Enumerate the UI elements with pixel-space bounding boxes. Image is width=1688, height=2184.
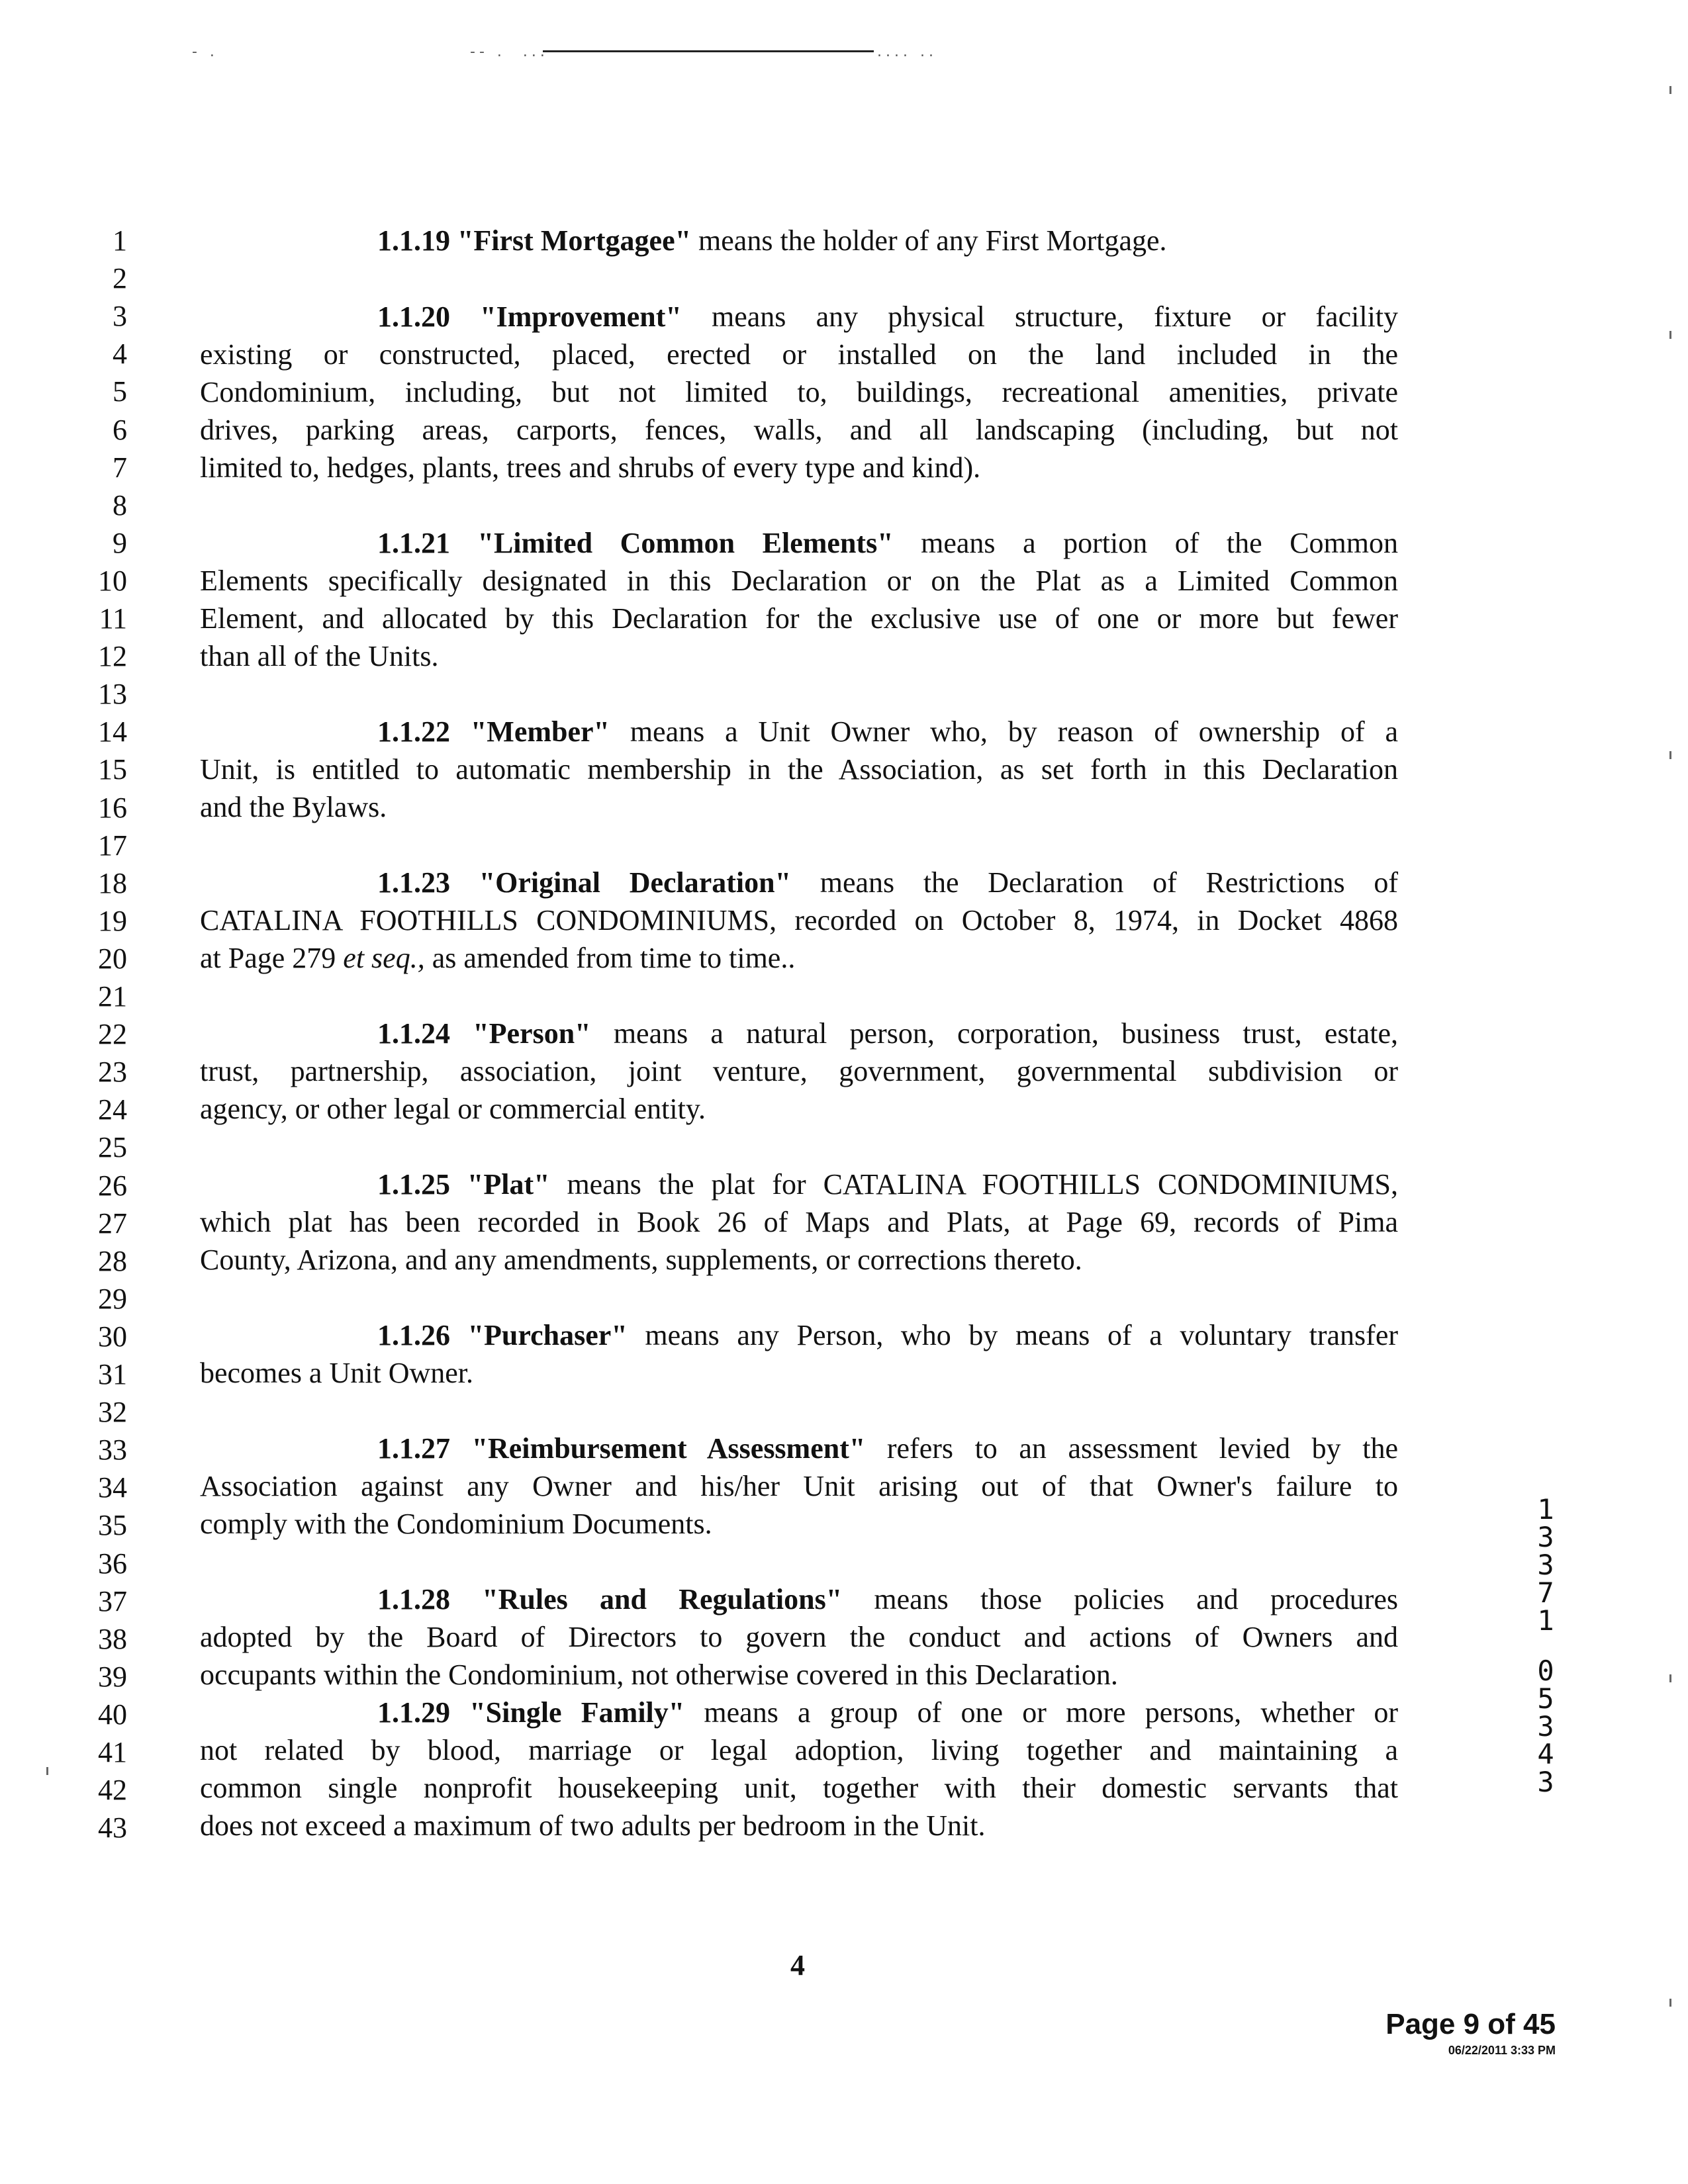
stamp-digit: 3 <box>1537 1766 1554 1798</box>
text-line: County, Arizona, and any amendments, supplements, or corrections thereto. <box>200 1244 1082 1276</box>
line-number: 27 <box>98 1206 127 1240</box>
footer-page-label: Page 9 of 45 <box>1385 2008 1556 2040</box>
line-number: 9 <box>113 526 127 559</box>
text-line: existing or constructed, placed, erected or installed on the land included in the <box>200 338 1398 371</box>
stamp-digit: 3 <box>1537 1710 1554 1743</box>
line-number: 6 <box>113 413 127 446</box>
line-number: 13 <box>98 678 127 711</box>
scan-speck <box>46 1767 48 1775</box>
scan-speck: -- . ... <box>470 44 549 60</box>
text-line: Association against any Owner and his/her Unit arising out of that Owner's failure to <box>200 1470 1398 1502</box>
text-line: at Page 279 et seq., as amended from time to time.. <box>200 942 796 974</box>
line-number: 42 <box>98 1774 127 1807</box>
scan-speck <box>1669 1674 1671 1682</box>
line-number: 32 <box>98 1396 127 1429</box>
text-line: than all of the Units. <box>200 640 439 672</box>
line-number: 18 <box>98 866 127 899</box>
line-number: 5 <box>113 375 127 408</box>
definition-reimbursement-assessment: 1.1.27 "Reimbursement Assessment" refers to an assessment levied by the <box>377 1432 1399 1465</box>
definition-rules-and-regulations: 1.1.28 "Rules and Regulations" means those policies and procedures <box>377 1583 1399 1615</box>
line-number: 12 <box>98 640 127 673</box>
text-line: occupants within the Condominium, not otherwise covered in this Declaration. <box>200 1659 1118 1691</box>
text-line: CATALINA FOOTHILLS CONDOMINIUMS, recorded on October 8, 1974, in Docket 4868 <box>200 904 1398 936</box>
line-number: 30 <box>98 1320 127 1353</box>
text-line: agency, or other legal or commercial entity. <box>200 1093 706 1125</box>
scan-speck: - . <box>192 44 218 60</box>
line-number: 36 <box>98 1547 127 1580</box>
text-line: Element, and allocated by this Declaration for the exclusive use of one or more but fewer <box>200 602 1398 635</box>
text-line: and the Bylaws. <box>200 791 387 823</box>
definition-limited-common-elements: 1.1.21 "Limited Common Elements" means a portion of the Common <box>377 527 1399 559</box>
definition-original-declaration: 1.1.23 "Original Declaration" means the Declaration of Restrictions of <box>377 866 1399 899</box>
definition-first-mortgagee: 1.1.19 "First Mortgagee" means the holder of any First Mortgage. <box>377 224 1167 257</box>
line-number: 35 <box>98 1509 127 1542</box>
definition-improvement: 1.1.20 "Improvement" means any physical structure, fixture or facility <box>377 300 1399 333</box>
stamp-digit: 0 <box>1537 1655 1554 1687</box>
stamp-digit: 4 <box>1537 1738 1554 1770</box>
line-number: 34 <box>98 1471 127 1504</box>
text-line: does not exceed a maximum of two adults per bedroom in the Unit. <box>200 1809 986 1842</box>
top-rule <box>543 50 874 52</box>
line-number: 14 <box>98 715 127 749</box>
line-number: 7 <box>113 451 127 484</box>
line-number: 10 <box>98 564 127 597</box>
line-number: 1 <box>113 224 127 257</box>
line-number: 39 <box>98 1660 127 1693</box>
stamp-digit: 7 <box>1537 1576 1554 1609</box>
text-line: not related by blood, marriage or legal adoption, living together and maintaining a <box>200 1734 1398 1766</box>
line-number: 15 <box>98 753 127 786</box>
line-number: 28 <box>98 1244 127 1277</box>
line-number: 40 <box>98 1698 127 1731</box>
line-number: 23 <box>98 1056 127 1089</box>
line-number: 16 <box>98 791 127 824</box>
scan-speck <box>1669 751 1671 759</box>
definition-plat: 1.1.25 "Plat" means the plat for CATALINA FOOTHILLS CONDOMINIUMS, <box>377 1168 1398 1201</box>
footer-datetime: 06/22/2011 3:33 PM <box>1448 2044 1556 2057</box>
text-line: which plat has been recorded in Book 26 of Maps and Plats, at Page 69, records of Pima <box>200 1206 1398 1238</box>
definition-purchaser: 1.1.26 "Purchaser" means any Person, who by means of a voluntary transfer <box>377 1319 1398 1351</box>
stamp-digit: 1 <box>1537 1604 1554 1637</box>
recording-stamp <box>1516 1493 1575 1798</box>
line-number: 38 <box>98 1622 127 1655</box>
line-number: 29 <box>98 1282 127 1315</box>
scan-speck <box>1669 86 1671 94</box>
line-number: 17 <box>98 829 127 862</box>
line-number: 22 <box>98 1018 127 1051</box>
line-number: 24 <box>98 1093 127 1126</box>
line-number: 21 <box>98 980 127 1013</box>
line-number: 2 <box>113 262 127 295</box>
definition-member: 1.1.22 "Member" means a Unit Owner who, by reason of ownership of a <box>377 715 1399 748</box>
line-number: 19 <box>98 904 127 937</box>
line-number: 43 <box>98 1811 127 1844</box>
page-number: 4 <box>790 1949 805 1981</box>
scan-speck <box>1669 1999 1671 2007</box>
text-line: common single nonprofit housekeeping unit, together with their domestic servants that <box>200 1772 1398 1804</box>
stamp-digit: 3 <box>1537 1521 1554 1553</box>
scan-speck: .... .. <box>877 44 937 60</box>
line-number: 33 <box>98 1433 127 1467</box>
text-line: comply with the Condominium Documents. <box>200 1508 712 1540</box>
line-number: 4 <box>113 338 127 371</box>
stamp-digit: 1 <box>1537 1493 1554 1525</box>
line-number: 3 <box>113 300 127 333</box>
text-line: drives, parking areas, carports, fences, walls, and all landscaping (including, but not <box>200 414 1398 446</box>
text-line: Elements specifically designated in this Declaration or on the Plat as a Limited Common <box>200 565 1398 597</box>
definition-single-family: 1.1.29 "Single Family" means a group of one or more persons, whether or <box>377 1696 1398 1729</box>
line-number: 41 <box>98 1736 127 1768</box>
line-number: 8 <box>113 488 127 522</box>
text-line: trust, partnership, association, joint venture, government, governmental subdivision or <box>200 1055 1398 1087</box>
line-number: 26 <box>98 1169 127 1202</box>
text-line: becomes a Unit Owner. <box>200 1357 473 1389</box>
stamp-digit: 5 <box>1537 1682 1554 1715</box>
scan-speck <box>1669 331 1671 339</box>
stamp-digit: 3 <box>1537 1549 1554 1581</box>
text-line: adopted by the Board of Directors to govern the conduct and actions of Owners and <box>200 1621 1398 1653</box>
text-line: Condominium, including, but not limited to, buildings, recreational amenities, private <box>200 376 1398 408</box>
definition-person: 1.1.24 "Person" means a natural person, corporation, business trust, estate, <box>377 1017 1398 1050</box>
line-number: 31 <box>98 1358 127 1390</box>
line-number: 37 <box>98 1584 127 1617</box>
line-number: 11 <box>99 602 127 635</box>
line-number: 20 <box>98 942 127 975</box>
text-line: limited to, hedges, plants, trees and shrubs of every type and kind). <box>200 451 981 484</box>
line-number: 25 <box>98 1131 127 1164</box>
text-line: Unit, is entitled to automatic membership in the Association, as set forth in this Declaration <box>200 753 1398 786</box>
